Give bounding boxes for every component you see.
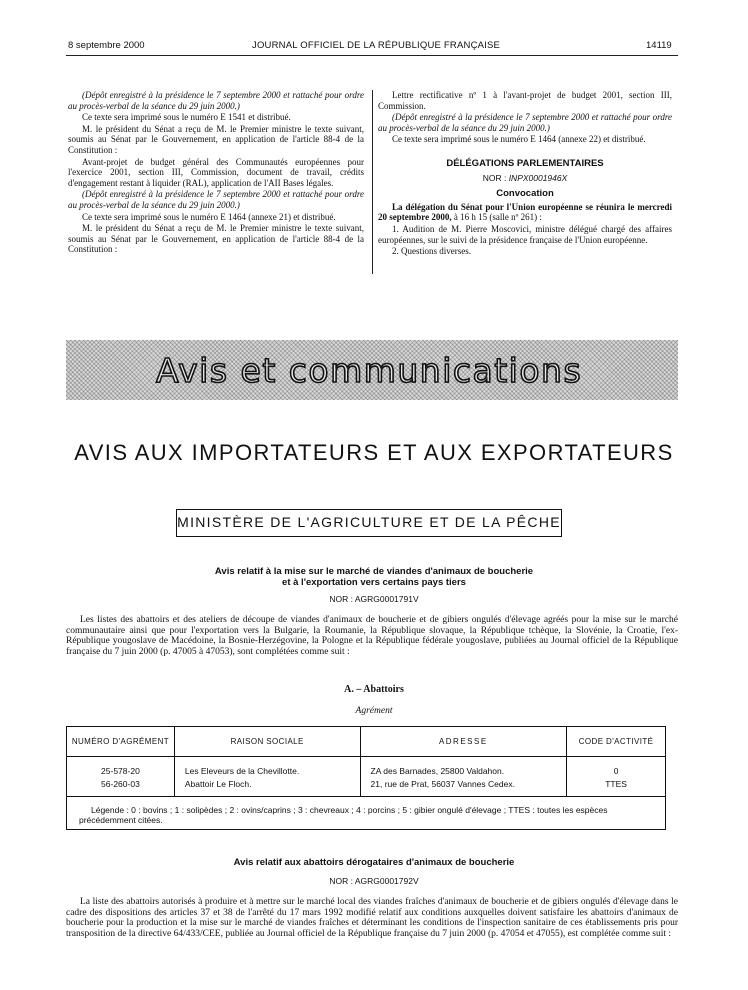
code-value: TTES: [605, 779, 627, 789]
code-value: 0: [613, 766, 619, 776]
avis2-nor: NOR : AGRG0001792V: [329, 876, 419, 886]
adresse-value: ZA des Barnades, 25800 Valdahon.: [370, 766, 505, 776]
avis1-body: Les listes des abattoirs et des ateliers de découpe de viandes d'animaux de boucherie et de gibiers ongulés d'élevage agréés pour la mise sur le marché communautaire ainsi que pour l'exportation vers la Bulgarie, la Roumanie, la République slovaque, la République tchèque, la Slovénie, la Croatie, l'ex-République yougoslave de Macédoine, la Bosnie-Herzégovine, la Pologne et la République fédérale yougoslave, publiées au Journal officiel de la République française du 7 juin 2000 (p. 47005 à 47053), sont complétées comme suit :: [66, 615, 678, 657]
agrement-label: Agrément: [355, 706, 393, 716]
left-para: (Dépôt enregistré à la présidence le 7 septembre 2000 et rattaché pour ordre au procès-verbal de la séance du 29 juin 2000.): [68, 90, 364, 111]
avis2-title: Avis relatif aux abattoirs dérogataires d'animaux de boucherie: [233, 857, 515, 868]
avis1-title-line1: Avis relatif à la mise sur le marché de viandes d'animaux de boucherie: [214, 566, 534, 577]
table-row: [67, 757, 666, 797]
left-para: Ce texte sera imprimé sous le numéro E 1541 et distribué.: [82, 112, 291, 123]
table-legend: Légende : 0 : bovins ; 1 : solipèdes ; 2 : ovins/caprins ; 3 : chevreaux ; 4 : porcins ; 5 : gibier ongulé d'élevage ; TTES : toutes les espèces précédemment citées.: [67, 797, 666, 830]
avis2-body: La liste des abattoirs autorisés à produire et à mettre sur le marché local des viandes fraîches d'animaux de boucherie et de gibiers ongulés d'élevage dans le cadre des dispositions des articles 37 et 38 de l'arrêté du 17 mars 1992 modifié relatif aux conditions auxquelles doivent satisfaire les abattoirs d'animaux de boucherie pour la production et la mise sur le marché de viandes fraîches et déterminant les conditions de l'inspection sanitaire de ces établissements pris pour transposition de la directive 64/433/CEE, publiée au Journal officiel de la République française du 7 juin 2000 (p. 47054 et 47055), est complétée comme suit :: [66, 897, 678, 939]
nor-code: INPX0001946X: [508, 172, 568, 183]
header-page-number: 14119: [646, 40, 672, 51]
left-para: (Dépôt enregistré à la présidence le 7 septembre 2000 et rattaché pour ordre au procès-verbal de la séance du 29 juin 2000.): [68, 189, 364, 210]
convocation-paragraph: [378, 202, 672, 223]
numero-value: 56-260-03: [101, 779, 140, 789]
section-title-delegations: DÉLÉGATIONS PARLEMENTAIRES: [446, 157, 604, 169]
convocation-item: 1. Audition de M. Pierre Moscovici, ministre délégué chargé des affaires européennes, sur le suivi de la présidence française de l'Union européenne.: [378, 223, 672, 245]
cell-numero: [67, 757, 175, 797]
convocation-item: 2. Questions diverses.: [392, 246, 471, 257]
agrement-table: [66, 726, 666, 830]
col-header-code: CODE D'ACTIVITÉ: [567, 727, 666, 757]
header-rule: [66, 55, 678, 56]
convocation-bold: La délégation du Sénat pour l'Union européenne se réunira le mercredi 20 septembre 2000,: [378, 201, 672, 223]
cell-adresse: [360, 757, 567, 797]
right-para: Lettre rectificative nº 1 à l'avant-projet de budget 2001, section III, Commission.: [378, 90, 672, 111]
left-para: Ce texte sera imprimé sous le numéro E 1464 (annexe 21) et distribué.: [82, 211, 336, 222]
column-divider: [372, 90, 373, 274]
right-column: [378, 90, 672, 258]
raison-value: Les Eleveurs de la Chevillotte.: [184, 766, 300, 776]
col-header-raison: RAISON SOCIALE: [174, 727, 360, 757]
nor-reference: [378, 173, 672, 184]
col-header-numero: NUMÉRO D'AGRÉMENT: [67, 727, 175, 757]
banner-title: Avis et communications: [156, 351, 583, 390]
avis1-title-line2: et à l'exportation vers certains pays tiers: [282, 577, 466, 588]
numero-value: 25-578-20: [101, 766, 140, 776]
section-a-abattoirs: A. – Abattoirs: [344, 684, 404, 695]
header-journal-title: JOURNAL OFFICIEL DE LA RÉPUBLIQUE FRANÇAISE: [252, 40, 501, 51]
table-header-row: [67, 727, 666, 757]
header-date: 8 septembre 2000: [68, 40, 145, 51]
convocation-rest: à 16 h 15 (salle nº 261) :: [451, 212, 542, 223]
left-column: [68, 90, 364, 256]
nor-label: NOR :: [482, 172, 507, 183]
raison-value: Abattoir Le Floch.: [184, 779, 252, 789]
cell-raison: [174, 757, 360, 797]
col-header-adresse: ADRESSE: [360, 727, 567, 757]
convocation-title: Convocation: [496, 188, 554, 200]
right-para: (Dépôt enregistré à la présidence le 7 septembre 2000 et rattaché pour ordre au procès-verbal de la séance du 29 juin 2000.): [378, 112, 672, 133]
left-para: M. le président du Sénat a reçu de M. le Premier ministre le texte suivant, soumis au Sénat par le Gouvernement, en application de l'article 88-4 de la Constitution :: [68, 223, 364, 255]
left-para: Avant-projet de budget général des Communautés européennes pour l'exercice 2001, section III, Commission, document de travail, crédits d'engagement restant à liquider (RAL), application de l'AII Bases légales.: [68, 156, 364, 188]
avis1-nor: NOR : AGRG0001791V: [329, 594, 419, 604]
cell-code: [567, 757, 666, 797]
adresse-value: 21, rue de Prat, 56037 Vannes Cedex.: [370, 779, 515, 789]
left-para: M. le président du Sénat a reçu de M. le Premier ministre le texte suivant, soumis au Sénat par le Gouvernement, en application de l'article 88-4 de la Constitution :: [68, 123, 364, 155]
right-para: Ce texte sera imprimé sous le numéro E 1464 (annexe 22) et distribué.: [392, 134, 646, 145]
main-title: AVIS AUX IMPORTATEURS ET AUX EXPORTATEURS: [74, 440, 674, 465]
table-legend-row: [67, 797, 666, 830]
ministry-box: MINISTÈRE DE L'AGRICULTURE ET DE LA PÊCHE: [176, 509, 562, 537]
